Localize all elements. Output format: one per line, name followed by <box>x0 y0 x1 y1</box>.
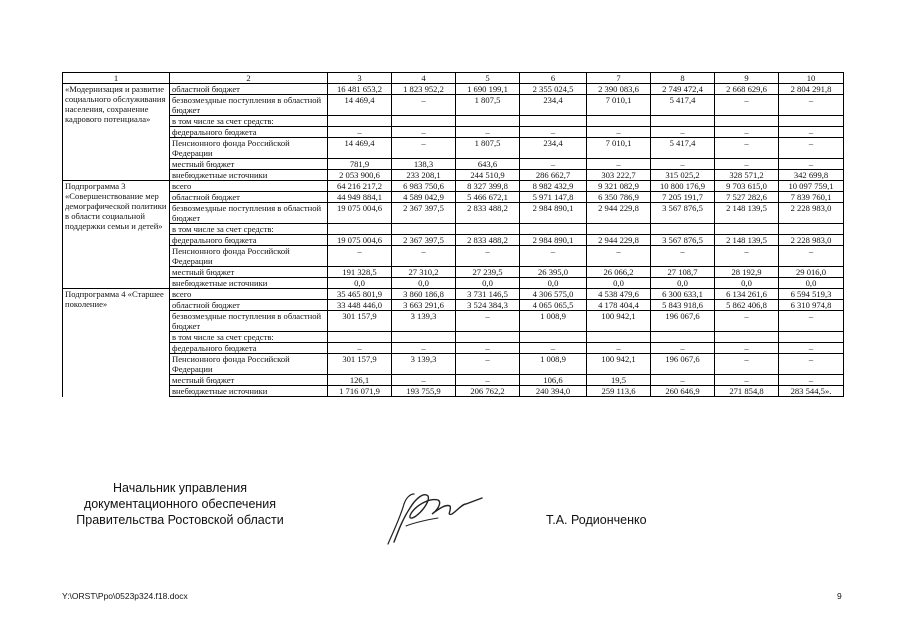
amount-cell: 643,6 <box>456 159 520 170</box>
amount-cell: 19 075 004,6 <box>328 235 392 246</box>
amount-cell: 5 466 672,1 <box>456 192 520 203</box>
amount-cell: – <box>587 159 651 170</box>
amount-cell: 303 222,7 <box>587 170 651 181</box>
amount-cell: – <box>715 95 779 116</box>
amount-cell: – <box>651 246 715 267</box>
column-number: 5 <box>456 73 520 84</box>
funding-source: Пенсионного фонда Российской Федерации <box>170 138 328 159</box>
signatory-name: Т.А. Родионченко <box>546 513 647 527</box>
amount-cell <box>392 224 456 235</box>
amount-cell: 28 192,9 <box>715 267 779 278</box>
funding-source: местный бюджет <box>170 375 328 386</box>
amount-cell <box>779 116 844 127</box>
amount-cell: 100 942,1 <box>587 354 651 375</box>
amount-cell: 106,6 <box>520 375 587 386</box>
table-row <box>63 246 844 267</box>
funding-source: Пенсионного фонда Российской Федерации <box>170 354 328 375</box>
table-row <box>63 343 844 354</box>
amount-cell: 2 148 139,5 <box>715 235 779 246</box>
amount-cell: 196 067,6 <box>651 311 715 332</box>
amount-cell: 6 300 633,1 <box>651 289 715 300</box>
amount-cell: 4 178 404,4 <box>587 300 651 311</box>
amount-cell: – <box>392 95 456 116</box>
amount-cell: 283 544,5». <box>779 386 844 397</box>
funding-source: федерального бюджета <box>170 235 328 246</box>
table-row <box>63 95 844 116</box>
table-row <box>63 181 844 192</box>
table-row <box>63 159 844 170</box>
amount-cell: 2 053 900,6 <box>328 170 392 181</box>
table-row <box>63 289 844 300</box>
funding-source: федерального бюджета <box>170 127 328 138</box>
amount-cell <box>715 116 779 127</box>
funding-source: областной бюджет <box>170 84 328 95</box>
amount-cell: 0,0 <box>456 278 520 289</box>
amount-cell: 7 527 282,6 <box>715 192 779 203</box>
amount-cell: 0,0 <box>587 278 651 289</box>
table-row <box>63 386 844 397</box>
funding-source: безвозмездные поступления в областной бюджет <box>170 95 328 116</box>
table-row <box>63 267 844 278</box>
amount-cell: 286 662,7 <box>520 170 587 181</box>
page-number: 9 <box>837 591 842 601</box>
amount-cell <box>328 224 392 235</box>
funding-source: областной бюджет <box>170 192 328 203</box>
amount-cell: 3 567 876,5 <box>651 203 715 224</box>
amount-cell <box>328 116 392 127</box>
table-row <box>63 138 844 159</box>
amount-cell <box>715 332 779 343</box>
funding-source: местный бюджет <box>170 267 328 278</box>
amount-cell: – <box>520 127 587 138</box>
amount-cell: 191 328,5 <box>328 267 392 278</box>
amount-cell: 234,4 <box>520 95 587 116</box>
amount-cell: 2 833 488,2 <box>456 203 520 224</box>
amount-cell: – <box>779 343 844 354</box>
amount-cell: – <box>715 354 779 375</box>
amount-cell: – <box>392 127 456 138</box>
amount-cell: 3 567 876,5 <box>651 235 715 246</box>
amount-cell: 206 762,2 <box>456 386 520 397</box>
amount-cell: 301 157,9 <box>328 354 392 375</box>
amount-cell: – <box>392 138 456 159</box>
funding-source: безвозмездные поступления в областной бюджет <box>170 311 328 332</box>
column-number: 8 <box>651 73 715 84</box>
amount-cell: – <box>779 138 844 159</box>
table-row <box>63 203 844 224</box>
amount-cell: 0,0 <box>520 278 587 289</box>
amount-cell <box>520 224 587 235</box>
table-row <box>63 278 844 289</box>
amount-cell: – <box>456 246 520 267</box>
amount-cell: 5 417,4 <box>651 95 715 116</box>
amount-cell: 4 306 575,0 <box>520 289 587 300</box>
column-number: 4 <box>392 73 456 84</box>
amount-cell: 126,1 <box>328 375 392 386</box>
amount-cell: 2 944 229,8 <box>587 235 651 246</box>
amount-cell: – <box>456 311 520 332</box>
amount-cell: 4 538 479,6 <box>587 289 651 300</box>
amount-cell: 4 065 065,5 <box>520 300 587 311</box>
amount-cell <box>456 332 520 343</box>
amount-cell: 2 228 983,0 <box>779 235 844 246</box>
amount-cell: 342 699,8 <box>779 170 844 181</box>
amount-cell: 6 983 750,6 <box>392 181 456 192</box>
amount-cell: – <box>779 159 844 170</box>
amount-cell: 5 843 918,6 <box>651 300 715 311</box>
amount-cell: 27 239,5 <box>456 267 520 278</box>
amount-cell: 234,4 <box>520 138 587 159</box>
column-number: 6 <box>520 73 587 84</box>
amount-cell: 1 008,9 <box>520 354 587 375</box>
amount-cell: – <box>715 246 779 267</box>
amount-cell: – <box>328 246 392 267</box>
amount-cell: 0,0 <box>392 278 456 289</box>
column-number: 7 <box>587 73 651 84</box>
amount-cell: 33 448 446,0 <box>328 300 392 311</box>
amount-cell: 0,0 <box>328 278 392 289</box>
amount-cell: 35 465 801,9 <box>328 289 392 300</box>
amount-cell: – <box>520 159 587 170</box>
amount-cell: 193 755,9 <box>392 386 456 397</box>
amount-cell: 1 807,5 <box>456 138 520 159</box>
amount-cell: – <box>715 343 779 354</box>
funding-source: в том числе за счет средств: <box>170 332 328 343</box>
amount-cell: 1 807,5 <box>456 95 520 116</box>
signatory-title-line-3: Правительства Ростовской области <box>76 513 284 527</box>
amount-cell <box>456 224 520 235</box>
signatory-title-line-1: Начальник управления <box>113 481 247 495</box>
amount-cell: 1 690 199,1 <box>456 84 520 95</box>
amount-cell <box>715 224 779 235</box>
amount-cell: – <box>651 375 715 386</box>
amount-cell: 64 216 217,2 <box>328 181 392 192</box>
funding-source: безвозмездные поступления в областной бюджет <box>170 203 328 224</box>
table-row <box>63 192 844 203</box>
amount-cell: 1 716 071,9 <box>328 386 392 397</box>
amount-cell <box>520 332 587 343</box>
funding-source: в том числе за счет средств: <box>170 224 328 235</box>
budget-table <box>62 72 844 397</box>
amount-cell: 100 942,1 <box>587 311 651 332</box>
amount-cell: 3 860 186,8 <box>392 289 456 300</box>
column-number: 2 <box>170 73 328 84</box>
amount-cell: 19,5 <box>587 375 651 386</box>
amount-cell: 29 016,0 <box>779 267 844 278</box>
funding-source: Пенсионного фонда Российской Федерации <box>170 246 328 267</box>
amount-cell: – <box>587 127 651 138</box>
amount-cell: 0,0 <box>779 278 844 289</box>
amount-cell: 5 862 406,8 <box>715 300 779 311</box>
handwritten-signature <box>380 482 490 552</box>
amount-cell: 6 310 974,8 <box>779 300 844 311</box>
amount-cell <box>779 224 844 235</box>
amount-cell: 0,0 <box>715 278 779 289</box>
amount-cell: 196 067,6 <box>651 354 715 375</box>
amount-cell: 10 800 176,9 <box>651 181 715 192</box>
amount-cell: – <box>651 343 715 354</box>
amount-cell: 2 984 890,1 <box>520 203 587 224</box>
signatory-title-line-2: документационного обеспечения <box>83 497 277 511</box>
amount-cell: 2 148 139,5 <box>715 203 779 224</box>
funding-source: внебюджетные источники <box>170 170 328 181</box>
column-number: 10 <box>779 73 844 84</box>
amount-cell: 2 367 397,5 <box>392 203 456 224</box>
amount-cell: 2 355 024,5 <box>520 84 587 95</box>
amount-cell: 6 594 519,3 <box>779 289 844 300</box>
table-row <box>63 375 844 386</box>
table-row <box>63 354 844 375</box>
amount-cell: 44 949 884,1 <box>328 192 392 203</box>
amount-cell: 26 395,0 <box>520 267 587 278</box>
amount-cell: 3 139,3 <box>392 354 456 375</box>
program-name: Подпрограмма 3 «Совершенствование мер демографической политики в области социальной поддержки семьи и детей» <box>63 181 170 289</box>
amount-cell <box>328 332 392 343</box>
amount-cell: – <box>456 354 520 375</box>
amount-cell: – <box>779 311 844 332</box>
amount-cell <box>651 224 715 235</box>
program-name: «Модернизация и развитие социального обслуживания населения, сохранение кадрового потенциала» <box>63 84 170 181</box>
column-number: 3 <box>328 73 392 84</box>
amount-cell: 2 984 890,1 <box>520 235 587 246</box>
amount-cell: 27 310,2 <box>392 267 456 278</box>
amount-cell: 781,9 <box>328 159 392 170</box>
table-row <box>63 170 844 181</box>
amount-cell: – <box>651 127 715 138</box>
amount-cell: 4 589 042,9 <box>392 192 456 203</box>
amount-cell: 1 008,9 <box>520 311 587 332</box>
funding-source: внебюджетные источники <box>170 278 328 289</box>
amount-cell: 233 208,1 <box>392 170 456 181</box>
amount-cell <box>392 116 456 127</box>
amount-cell: 2 944 229,8 <box>587 203 651 224</box>
amount-cell: 2 367 397,5 <box>392 235 456 246</box>
amount-cell: 3 139,3 <box>392 311 456 332</box>
amount-cell: 5 417,4 <box>651 138 715 159</box>
amount-cell: – <box>392 375 456 386</box>
amount-cell: 8 982 432,9 <box>520 181 587 192</box>
amount-cell: 3 731 146,5 <box>456 289 520 300</box>
amount-cell: 138,3 <box>392 159 456 170</box>
funding-source: всего <box>170 181 328 192</box>
amount-cell: – <box>715 159 779 170</box>
signatory-title <box>60 480 300 528</box>
amount-cell: 10 097 759,1 <box>779 181 844 192</box>
amount-cell: 6 134 261,6 <box>715 289 779 300</box>
amount-cell <box>587 332 651 343</box>
amount-cell <box>779 332 844 343</box>
amount-cell: 2 804 291,8 <box>779 84 844 95</box>
amount-cell: 271 854,8 <box>715 386 779 397</box>
amount-cell: – <box>456 375 520 386</box>
amount-cell: 2 833 488,2 <box>456 235 520 246</box>
amount-cell: – <box>715 375 779 386</box>
table-row <box>63 332 844 343</box>
column-number: 9 <box>715 73 779 84</box>
amount-cell: – <box>456 127 520 138</box>
amount-cell <box>456 116 520 127</box>
amount-cell: – <box>520 343 587 354</box>
table-header-row <box>63 73 844 84</box>
amount-cell: 16 481 653,2 <box>328 84 392 95</box>
amount-cell: – <box>779 375 844 386</box>
funding-source: в том числе за счет средств: <box>170 116 328 127</box>
amount-cell: – <box>328 127 392 138</box>
amount-cell: 3 663 291,6 <box>392 300 456 311</box>
funding-source: местный бюджет <box>170 159 328 170</box>
amount-cell: 9 703 615,0 <box>715 181 779 192</box>
funding-source: федерального бюджета <box>170 343 328 354</box>
program-name: Подпрограмма 4 «Старшее поколение» <box>63 289 170 397</box>
amount-cell <box>587 224 651 235</box>
amount-cell <box>392 332 456 343</box>
amount-cell: – <box>587 343 651 354</box>
amount-cell: 259 113,6 <box>587 386 651 397</box>
amount-cell: 1 823 952,2 <box>392 84 456 95</box>
amount-cell: – <box>456 343 520 354</box>
amount-cell: 5 971 147,8 <box>520 192 587 203</box>
amount-cell: – <box>520 246 587 267</box>
amount-cell: – <box>779 95 844 116</box>
amount-cell: 2 228 983,0 <box>779 203 844 224</box>
amount-cell: 0,0 <box>651 278 715 289</box>
amount-cell: 9 321 082,9 <box>587 181 651 192</box>
amount-cell <box>587 116 651 127</box>
funding-source: внебюджетные источники <box>170 386 328 397</box>
amount-cell: 14 469,4 <box>328 95 392 116</box>
table-row <box>63 235 844 246</box>
amount-cell: 328 571,2 <box>715 170 779 181</box>
amount-cell: – <box>779 127 844 138</box>
amount-cell: 240 394,0 <box>520 386 587 397</box>
amount-cell <box>651 116 715 127</box>
amount-cell <box>651 332 715 343</box>
amount-cell: – <box>651 159 715 170</box>
funding-source: областной бюджет <box>170 300 328 311</box>
amount-cell: – <box>587 246 651 267</box>
amount-cell: 244 510,9 <box>456 170 520 181</box>
amount-cell: – <box>779 354 844 375</box>
table-row <box>63 300 844 311</box>
file-path: Y:\ORST\Ppo\0523p324.f18.docx <box>62 591 188 601</box>
amount-cell: – <box>392 343 456 354</box>
amount-cell: – <box>715 311 779 332</box>
amount-cell: – <box>392 246 456 267</box>
amount-cell: 7 010,1 <box>587 95 651 116</box>
table-row <box>63 127 844 138</box>
table-row <box>63 224 844 235</box>
amount-cell: 3 524 384,3 <box>456 300 520 311</box>
amount-cell: 260 646,9 <box>651 386 715 397</box>
table-row <box>63 311 844 332</box>
amount-cell: – <box>779 246 844 267</box>
column-number: 1 <box>63 73 170 84</box>
amount-cell: 8 327 399,8 <box>456 181 520 192</box>
amount-cell: 7 839 760,1 <box>779 192 844 203</box>
amount-cell: 315 025,2 <box>651 170 715 181</box>
amount-cell: – <box>715 127 779 138</box>
amount-cell: 26 066,2 <box>587 267 651 278</box>
amount-cell: – <box>328 343 392 354</box>
amount-cell: – <box>715 138 779 159</box>
amount-cell: 27 108,7 <box>651 267 715 278</box>
table-row <box>63 84 844 95</box>
amount-cell: 301 157,9 <box>328 311 392 332</box>
amount-cell: 2 668 629,6 <box>715 84 779 95</box>
amount-cell: 7 205 191,7 <box>651 192 715 203</box>
table-row <box>63 116 844 127</box>
amount-cell: 14 469,4 <box>328 138 392 159</box>
amount-cell: 2 390 083,6 <box>587 84 651 95</box>
amount-cell: 2 749 472,4 <box>651 84 715 95</box>
funding-source: всего <box>170 289 328 300</box>
amount-cell: 19 075 004,6 <box>328 203 392 224</box>
amount-cell: 6 350 786,9 <box>587 192 651 203</box>
amount-cell <box>520 116 587 127</box>
amount-cell: 7 010,1 <box>587 138 651 159</box>
